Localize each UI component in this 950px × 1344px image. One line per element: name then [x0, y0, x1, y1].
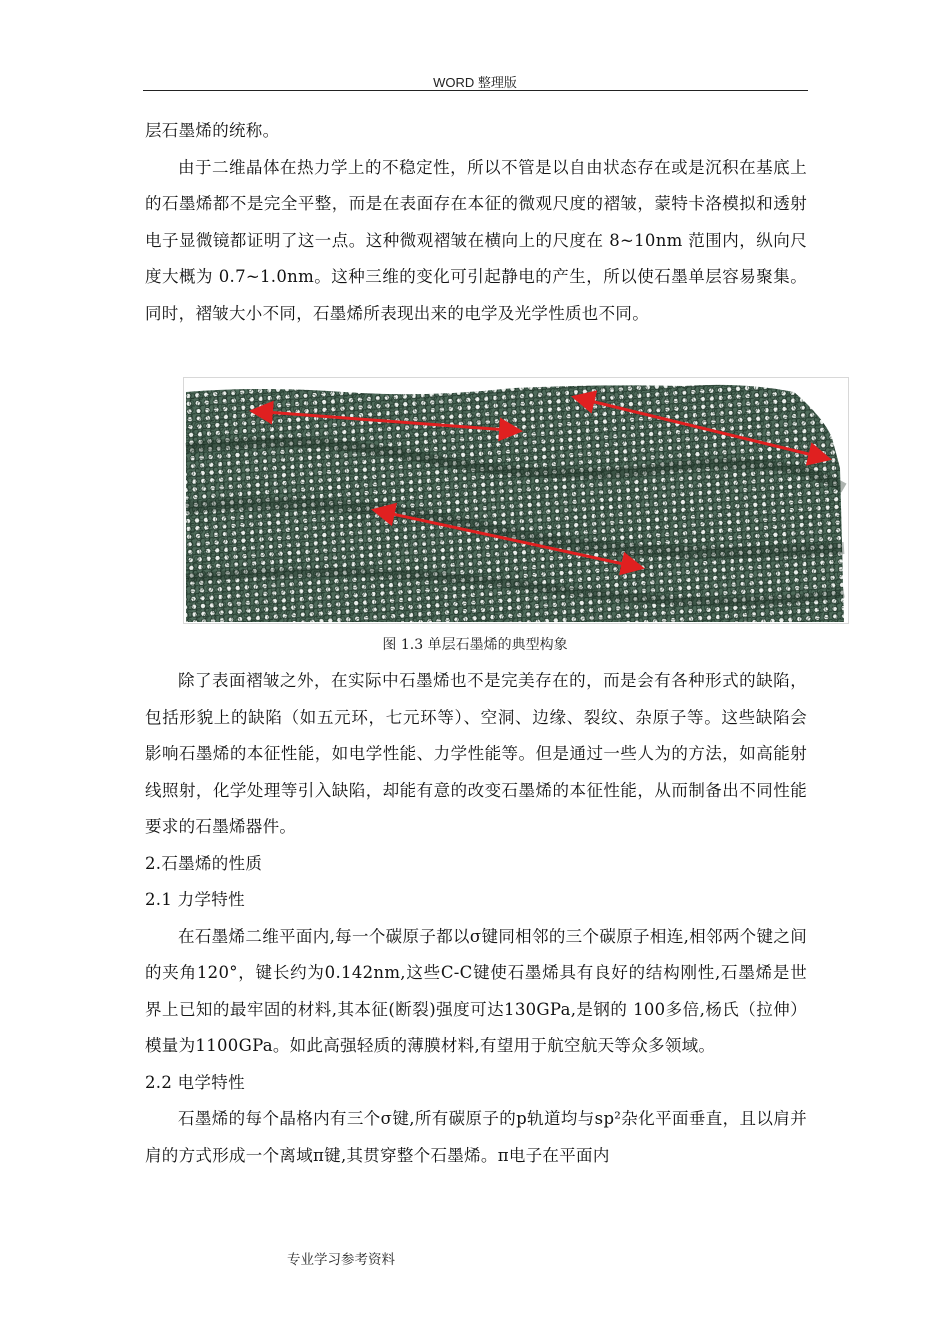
- subsection-heading: 2.1 力学特性: [145, 890, 245, 909]
- graphene-mesh-image: [184, 378, 848, 623]
- page-footer: 专业学习参考资料: [287, 1252, 395, 1268]
- body-text-top: [145, 113, 807, 332]
- paragraph: 由于二维晶体在热力学上的不稳定性，所以不管是以自由状态存在或是沉积在基底上的石墨烯都不是完全平整，而是在表面存在本征的微观尺度的褶皱，蒙特卡洛模拟和透射电子显微镜都证明了这一点。这种微观褶皱在横向上的尺度在 8~10nm 范围内，纵向尺度大概为 0.7~1.0nm。这种三维的变化可引起静电的产生，所以使石墨单层容易聚集。同时，褶皱大小不同，石墨烯所表现出来的电学及光学性质也不同。: [145, 157, 807, 323]
- subsection-heading: 2.2 电学特性: [145, 1072, 245, 1092]
- header-rule: [143, 90, 808, 91]
- figure-caption: 图 1.3 单层石墨烯的典型构象: [382, 637, 568, 653]
- section-heading: 2.石墨烯的性质: [145, 853, 263, 873]
- paragraph: 层石墨烯的统称。: [145, 121, 280, 140]
- page-header: WORD 整理版: [433, 75, 517, 90]
- body-text-bottom: [145, 663, 807, 1174]
- graphene-figure: [183, 377, 849, 624]
- paragraph: 石墨烯的每个晶格内有三个σ键,所有碳原子的p轨道均与sp²杂化平面垂直，且以肩并肩的方式形成一个离域π键,其贯穿整个石墨烯。π电子在平面内: [145, 1109, 807, 1165]
- paragraph: 除了表面褶皱之外，在实际中石墨烯也不是完美存在的，而是会有各种形式的缺陷，包括形貌上的缺陷（如五元环，七元环等）、空洞、边缘、裂纹、杂原子等。这些缺陷会影响石墨烯的本征性能，如电学性能、力学性能等。但是通过一些人为的方法，如高能射线照射，化学处理等引入缺陷，却能有意的改变石墨烯的本征性能，从而制备出不同性能要求的石墨烯器件。: [145, 671, 807, 836]
- paragraph: 在石墨烯二维平面内,每一个碳原子都以σ键同相邻的三个碳原子相连,相邻两个键之间的夹角120°，键长约为0.142nm,这些C-C键使石墨烯具有良好的结构刚性,石墨烯是世界上已知的最牢固的材料,其本征(断裂)强度可达130GPa,是钢的 100多倍,杨氏（拉伸）模量为1100GPa。如此高强轻质的薄膜材料,有望用于航空航天等众多领域。: [145, 926, 807, 1055]
